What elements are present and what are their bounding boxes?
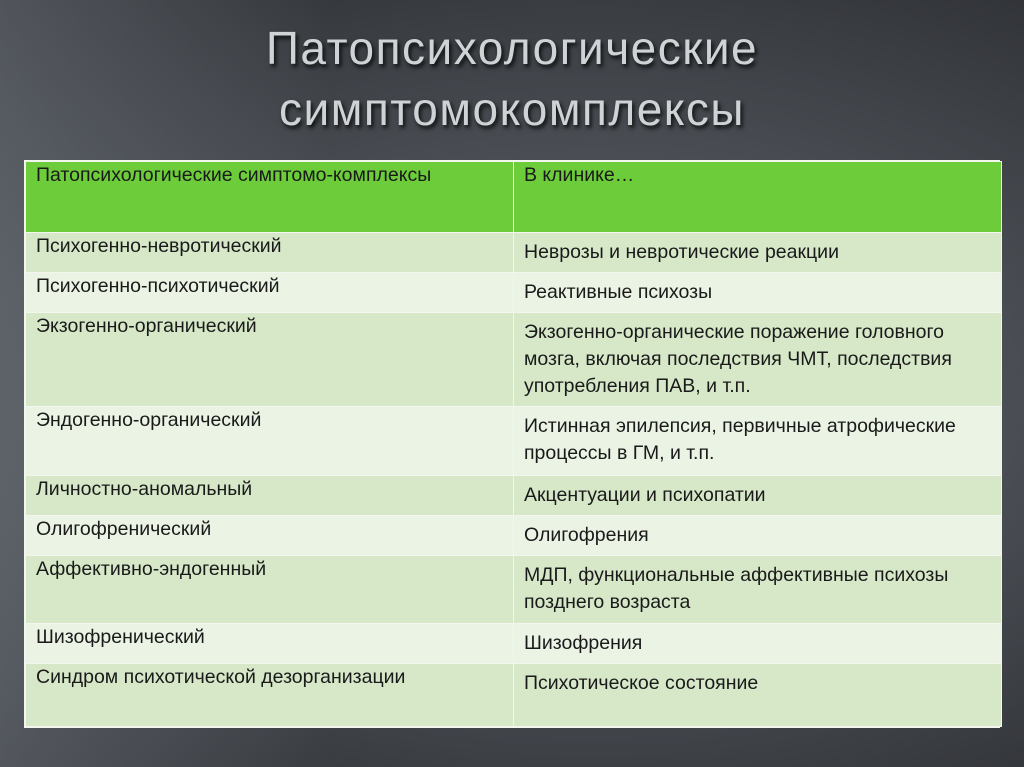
syndrome-cell: Синдром психотической дезорганизации (26, 664, 514, 727)
table-row (26, 407, 1002, 476)
clinic-cell: Истинная эпилепсия, первичные атрофические процессы в ГМ, и т.п. (514, 407, 1002, 476)
header-clinic: В клинике… (514, 162, 1002, 233)
clinic-cell: Неврозы и невротические реакции (514, 233, 1002, 273)
syndrome-cell: Эндогенно-органический (26, 407, 514, 476)
syndrome-cell: Психогенно-невротический (26, 233, 514, 273)
table-row (26, 273, 1002, 313)
clinic-cell: Шизофрения (514, 624, 1002, 664)
syndromes-table (25, 161, 1002, 727)
table-row (26, 476, 1002, 516)
slide-title (0, 18, 1024, 140)
syndrome-cell: Аффективно-эндогенный (26, 556, 514, 624)
table-row (26, 516, 1002, 556)
syndrome-cell: Личностно-аномальный (26, 476, 514, 516)
header-syndromes: Патопсихологические симптомо-комплексы (26, 162, 514, 233)
syndromes-table-container (24, 160, 1000, 728)
syndrome-cell: Психогенно-психотический (26, 273, 514, 313)
slide-title-line-2: симптомокомплексы (279, 83, 745, 135)
table-header-row (26, 162, 1002, 233)
clinic-cell: Экзогенно-органические поражение головного мозга, включая последствия ЧМТ, последствия употребления ПАВ, и т.п. (514, 313, 1002, 407)
clinic-cell: Олигофрения (514, 516, 1002, 556)
table-row (26, 313, 1002, 407)
slide-title-line-1: Патопсихологические (265, 22, 759, 74)
table-row (26, 556, 1002, 624)
clinic-cell: МДП, функциональные аффективные психозы позднего возраста (514, 556, 1002, 624)
clinic-cell: Психотическое состояние (514, 664, 1002, 727)
clinic-cell: Акцентуации и психопатии (514, 476, 1002, 516)
table-row (26, 624, 1002, 664)
table-row (26, 233, 1002, 273)
syndrome-cell: Шизофренический (26, 624, 514, 664)
syndrome-cell: Экзогенно-органический (26, 313, 514, 407)
syndrome-cell: Олигофренический (26, 516, 514, 556)
clinic-cell: Реактивные психозы (514, 273, 1002, 313)
table-row (26, 664, 1002, 727)
